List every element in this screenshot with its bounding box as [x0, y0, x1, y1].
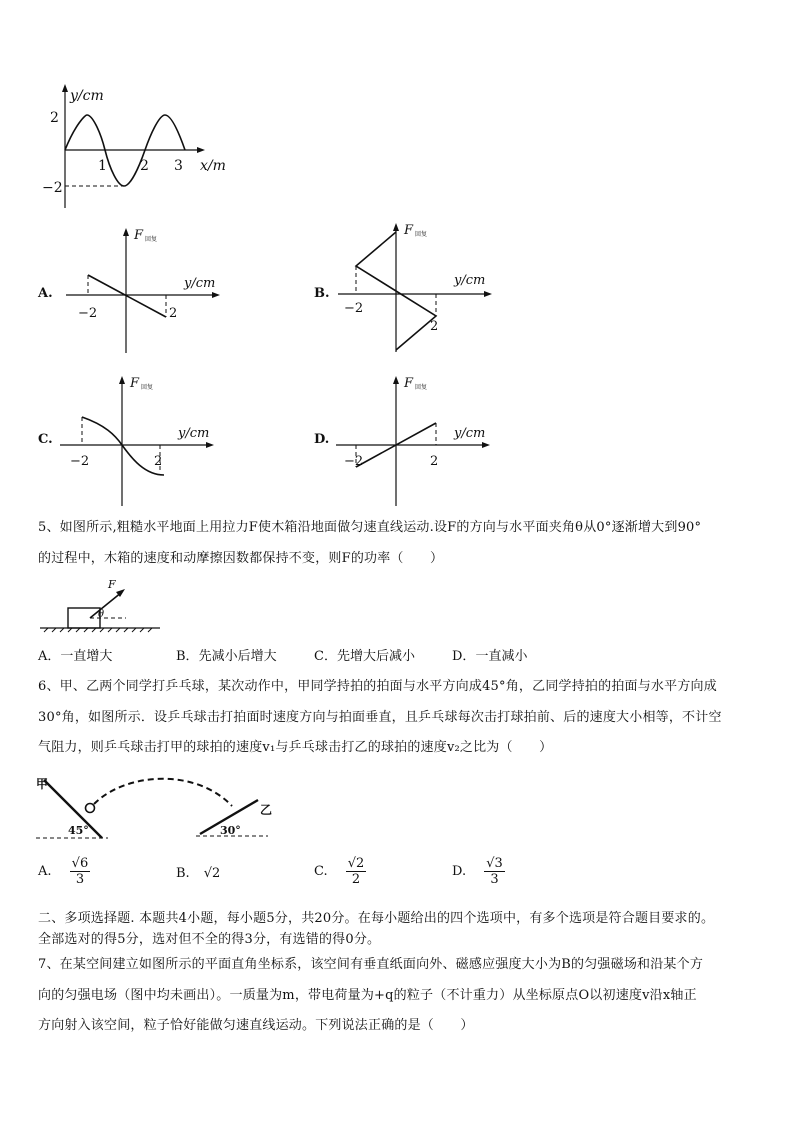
wave-graph [30, 80, 260, 210]
q6-line1: 6、甲、乙两个同学打乒乓球，某次动作中，甲同学持拍的拍面与水平方向成45°角，乙同学持拍的拍面与水平方向成 [38, 679, 717, 694]
option-d-graph [336, 373, 516, 508]
option-c-letter: C. [38, 432, 53, 447]
q6-line2: 30°角，如图所示．设乒乓球击打拍面时速度方向与拍面垂直，且乒乓球每次击打球拍前、后的速度大小相等，不计空 [38, 710, 722, 725]
denominator: 3 [75, 872, 85, 887]
tick-left: −2 [344, 454, 364, 469]
y-axis-label: y/cm [70, 88, 104, 104]
choice-label: C． [314, 649, 337, 664]
x-tick-3: 3 [174, 158, 183, 174]
choice-label: D. [452, 864, 467, 879]
fraction [346, 856, 367, 887]
option-d-letter: D. [314, 432, 330, 447]
q7-line1: 7、在某空间建立如图所示的平面直角坐标系，该空间有垂直纸面向外、磁感应强度大小为B的匀强磁场和沿某个方 [38, 957, 704, 972]
y-axis-label: y/cm [184, 276, 216, 291]
numerator: √6 [71, 856, 89, 871]
q5-figure [40, 578, 170, 638]
tick-left: −2 [344, 301, 364, 316]
choice-text: 一直增大 [60, 649, 113, 664]
q7-line2: 向的匀强电场（图中均未画出）。一质量为m，带电荷量为+q的粒子（不计重力）从坐标原点O以初速度v沿x轴正 [38, 988, 697, 1003]
q6-fig-angle1: 45° [68, 824, 89, 837]
q5-choice-c[interactable] [314, 645, 415, 664]
section2-line1: 二、多项选择题. 本题共4小题，每小题5分，共20分。在每小题给出的四个选项中，有多个选项是符合题目要求的。 [38, 911, 715, 926]
numerator: √3 [486, 856, 503, 871]
f-sub: 回复 [145, 236, 158, 243]
q6-fig-angle2: 30° [220, 824, 241, 837]
choice-label: B. [176, 866, 190, 881]
choice-text: 一直减小 [475, 649, 528, 664]
choice-label: A. [38, 864, 52, 879]
y-axis-label: y/cm [454, 426, 486, 441]
x-tick-1: 1 [98, 158, 107, 174]
choice-label: B． [176, 649, 199, 664]
q5-choice-b[interactable] [176, 645, 277, 664]
numerator: √2 [347, 856, 365, 871]
q7-line3: 方向射入该空间，粒子恰好能做匀速直线运动。下列说法正确的是（ ） [38, 1018, 474, 1033]
y-axis-label: y/cm [178, 426, 210, 441]
option-a-graph [66, 225, 246, 355]
q6-fig-yi: 乙 [260, 803, 273, 817]
choice-expr: √2 [203, 866, 221, 881]
tick-right: 2 [169, 306, 178, 321]
choice-text: 先减小后增大 [198, 649, 277, 664]
q6-choice-a[interactable] [38, 856, 90, 887]
tick-right: 2 [430, 319, 439, 334]
x-tick-2: 2 [140, 158, 149, 174]
q5-line2: 的过程中，木箱的速度和动摩擦因数都保持不变，则F的功率（ ） [38, 551, 444, 566]
q6-choice-c[interactable] [314, 856, 366, 887]
option-b-letter: B. [314, 286, 330, 301]
choice-text: 先增大后减小 [336, 649, 415, 664]
tick-right: 2 [154, 454, 163, 469]
option-b-graph [338, 220, 518, 360]
tick-left: −2 [70, 454, 90, 469]
section2-line2: 全部选对的得5分，选对但不全的得3分，有选错的得0分。 [38, 932, 381, 947]
q6-line3: 气阻力，则乒乓球击打甲的球拍的速度v₁与乒乓球击打乙的球拍的速度v₂之比为（ ） [38, 740, 553, 755]
tick-left: −2 [78, 306, 98, 321]
y-axis-label: y/cm [454, 273, 486, 288]
q6-choice-d[interactable] [452, 856, 505, 887]
choice-label: D． [452, 649, 476, 664]
option-a-letter: A. [38, 286, 53, 301]
fraction [70, 856, 91, 887]
choice-label: A． [38, 649, 61, 664]
f-sub: 回复 [415, 231, 428, 238]
f-label: F [404, 376, 414, 391]
option-c-graph [60, 373, 240, 508]
tick-right: 2 [430, 454, 439, 469]
f-sub: 回复 [415, 384, 428, 391]
x-axis-label: x/m [200, 158, 226, 174]
fraction [484, 856, 505, 887]
f-label: F [134, 228, 144, 243]
y-tick-neg2: −2 [42, 180, 63, 196]
q5-choice-d[interactable] [452, 645, 527, 664]
q5-choice-a[interactable] [38, 645, 112, 664]
q6-fig-jia: 甲 [36, 777, 49, 791]
f-sub: 回复 [141, 384, 154, 391]
f-label: F [130, 376, 140, 391]
q5-line1: 5、如图所示,粗糙水平地面上用拉力F使木箱沿地面做匀速直线运动.设F的方向与水平面夹角θ从0°逐渐增大到90° [38, 520, 702, 535]
f-label: F [404, 223, 414, 238]
q6-choice-b[interactable] [176, 866, 220, 881]
denominator: 3 [490, 872, 499, 887]
q6-figure [36, 770, 276, 850]
denominator: 2 [351, 872, 361, 887]
q5-fig-theta: θ [98, 609, 105, 620]
q5-fig-f: F [108, 578, 116, 591]
choice-label: C. [314, 864, 328, 879]
y-tick-2: 2 [50, 110, 59, 126]
